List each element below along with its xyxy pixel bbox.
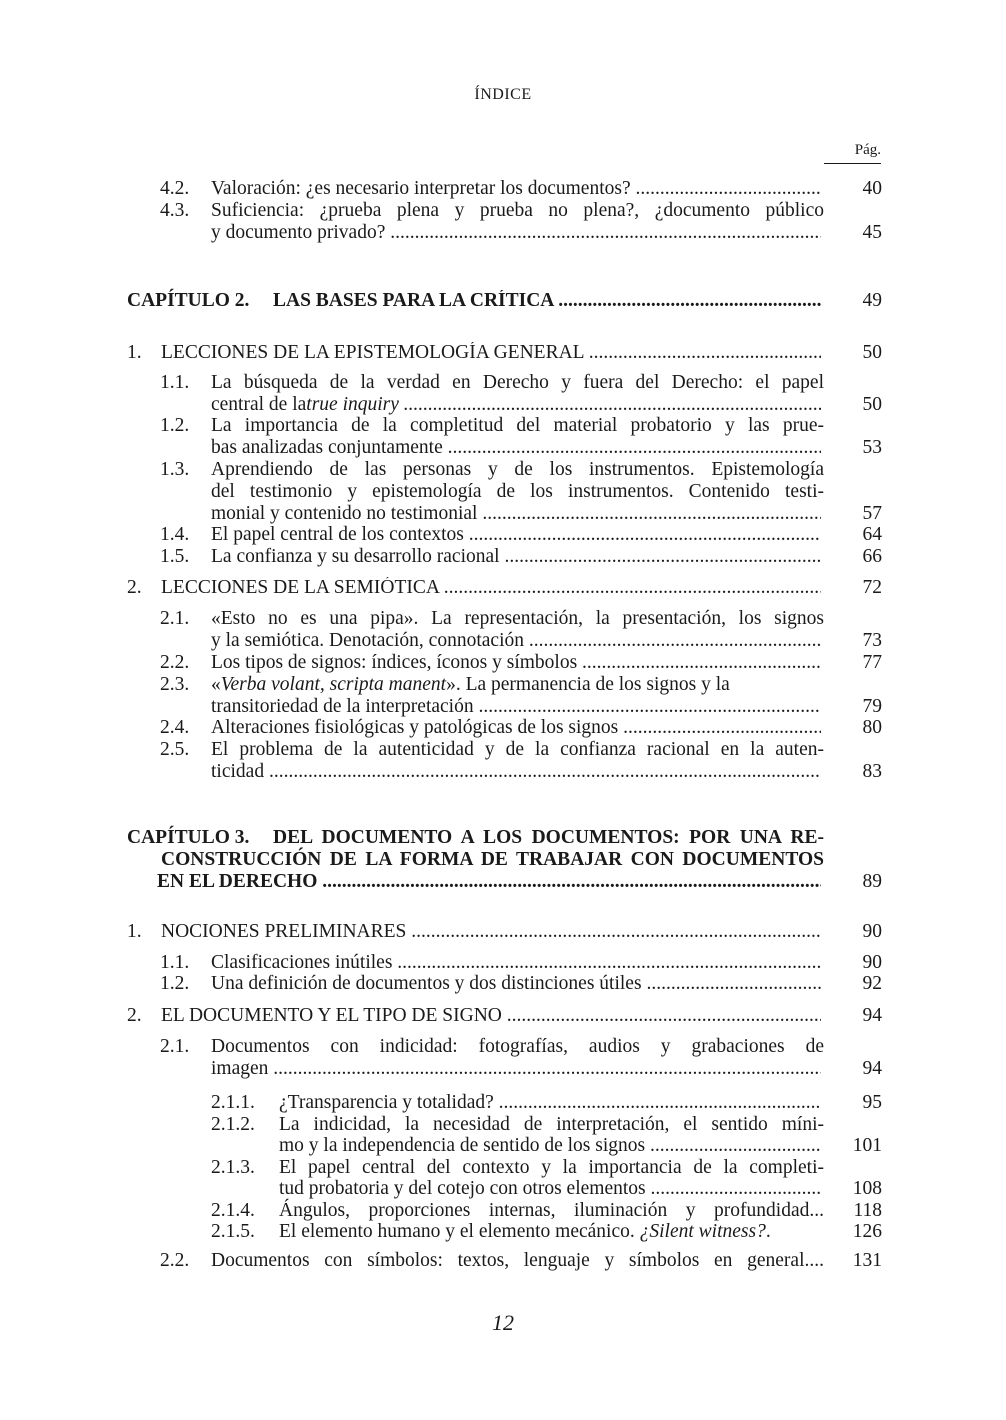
entry-title: La confianza y su desarrollo racional ..... [211, 546, 821, 568]
entry-number: 2. [127, 1005, 142, 1026]
entry-number: 2.1.4. [211, 1200, 255, 1221]
entry-page: 50 [862, 342, 882, 363]
entry-number: 2.3. [160, 674, 190, 695]
entry-title-italic: Verba volant, scripta manent [220, 674, 447, 695]
entry-page: 49 [862, 290, 882, 311]
entry-number: 4.2. [160, 178, 190, 199]
entry-title: LECCIONES DE LA SEMIÓTICA ..... [161, 577, 821, 599]
entry-title: EL DOCUMENTO Y EL TIPO DE SIGNO ..... [161, 1005, 821, 1027]
entry-page: 66 [862, 546, 882, 567]
entry-title-line: La importancia de la completitud del material probatorio y las prue- [211, 415, 824, 436]
entry-title-line [211, 674, 730, 696]
quote-open: « [211, 674, 221, 695]
entry-number: 2.1.2. [211, 1114, 255, 1135]
entry-title-line: mo y la independencia de sentido de los signos ..... [279, 1135, 821, 1157]
entry-title: Alteraciones fisiológicas y patológicas de los signos ..... [211, 717, 821, 739]
entry-page: 83 [862, 761, 882, 782]
entry-number: 2.4. [160, 717, 190, 738]
entry-title: Valoración: ¿es necesario interpretar los documentos? ..... [211, 178, 821, 200]
entry-title-end: . [765, 1221, 771, 1242]
entry-title-line: imagen ..... [211, 1058, 821, 1080]
entry-number: 2.1.5. [211, 1221, 255, 1242]
chapter-title-line: EN EL DERECHO ..... [157, 871, 821, 893]
entry-number: 1.1. [160, 372, 190, 393]
entry-page: 94 [862, 1058, 882, 1079]
entry-page: 90 [862, 921, 882, 942]
entry-title-line: transitoriedad de la interpretación ..... [211, 696, 821, 718]
entry-page: 57 [862, 503, 882, 524]
entry-page: 90 [862, 952, 882, 973]
entry-number: 2.2. [160, 652, 190, 673]
entry-title-line: del testimonio y epistemología de los instrumentos. Contenido testi- [211, 481, 824, 502]
entry-page: 77 [862, 652, 882, 673]
entry-title-italic: ¿Silent witness? [639, 1221, 766, 1242]
entry-title-line: Aprendiendo de las personas y de los instrumentos. Epistemología [211, 459, 824, 480]
entry-page: 72 [862, 577, 882, 598]
entry-title-line: El problema de la autenticidad y de la confianza racional en la auten- [211, 739, 824, 760]
chapter-title: LAS BASES PARA LA CRÍTICA ..... [273, 290, 821, 312]
entry-title-italic: true inquiry ..... [306, 394, 821, 416]
entry-title-line: bas analizadas conjuntamente ..... [211, 437, 821, 459]
entry-number: 1.5. [160, 546, 190, 567]
entry-title: NOCIONES PRELIMINARES ..... [161, 921, 821, 943]
entry-title [279, 1221, 771, 1243]
entry-number: 1. [127, 342, 142, 363]
chapter-title-line: CONSTRUCCIÓN DE LA FORMA DE TRABAJAR CON DOCUMENTOS [161, 849, 824, 870]
entry-number: 2. [127, 577, 142, 598]
entry-number: 1.1. [160, 952, 190, 973]
entry-title: LECCIONES DE LA EPISTEMOLOGÍA GENERAL ..... [161, 342, 821, 364]
entry-title-line: Documentos con indicidad: fotografías, audios y grabaciones de [211, 1036, 824, 1057]
entry-title: Ángulos, proporciones internas, iluminación y profundidad... [279, 1200, 824, 1221]
entry-page: 50 [862, 394, 882, 415]
entry-title-line: «Esto no es una pipa». La representación, la presentación, los signos [211, 608, 824, 629]
entry-page: 118 [853, 1200, 882, 1221]
entry-number: 2.2. [160, 1250, 190, 1271]
page-column-label: Pág. [824, 142, 881, 164]
entry-number: 1.2. [160, 973, 190, 994]
entry-number: 2.5. [160, 739, 190, 760]
entry-number: 2.1.1. [211, 1092, 255, 1113]
entry-page: 95 [862, 1092, 882, 1113]
entry-page: 101 [852, 1135, 882, 1156]
entry-title-line: La indicidad, la necesidad de interpretación, el sentido míni- [279, 1114, 824, 1135]
entry-title-line: monial y contenido no testimonial ..... [211, 503, 821, 525]
entry-number: 4.3. [160, 200, 190, 221]
entry-page: 94 [862, 1005, 882, 1026]
entry-page: 45 [862, 222, 882, 243]
entry-page: 80 [862, 717, 882, 738]
chapter-title-line: DEL DOCUMENTO A LOS DOCUMENTOS: POR UNA RE- [273, 827, 824, 848]
entry-title: Documentos con símbolos: textos, lenguaje y símbolos en general.... [211, 1250, 824, 1271]
entry-page: 89 [862, 871, 882, 892]
entry-number: 1.3. [160, 459, 190, 480]
entry-page: 53 [862, 437, 882, 458]
entry-title: El papel central de los contextos ..... [211, 524, 821, 546]
entry-number: 1.4. [160, 524, 190, 545]
entry-page: 108 [852, 1178, 882, 1199]
entry-page: 131 [852, 1250, 882, 1271]
entry-page: 92 [862, 973, 882, 994]
chapter-number: CAPÍTULO 2. [127, 290, 250, 311]
entry-page: 40 [862, 178, 882, 199]
entry-title-line: central de la [211, 394, 307, 415]
entry-title: Los tipos de signos: índices, íconos y símbolos ..... [211, 652, 821, 674]
entry-page: 73 [862, 630, 882, 651]
entry-title-line: tud probatoria y del cotejo con otros elementos ..... [279, 1178, 821, 1200]
entry-title-text: El elemento humano y el elemento mecánico. [279, 1221, 640, 1242]
entry-page: 79 [862, 696, 882, 717]
entry-title-line: y documento privado? ..... [211, 222, 821, 244]
entry-title-line: La búsqueda de la verdad en Derecho y fuera del Derecho: el papel [211, 372, 824, 393]
entry-title-rest: ». La permanencia de los signos y la [446, 674, 730, 695]
entry-number: 1.2. [160, 415, 190, 436]
entry-number: 2.1. [160, 1036, 190, 1057]
entry-title: Una definición de documentos y dos distinciones útiles ..... [211, 973, 821, 995]
entry-title-line: Suficiencia: ¿prueba plena y prueba no plena?, ¿documento público [211, 200, 824, 221]
running-head: ÍNDICE [474, 86, 532, 103]
entry-title-line: ticidad ..... [211, 761, 821, 783]
entry-page: 64 [862, 524, 882, 545]
entry-title-line: y la semiótica. Denotación, connotación ..... [211, 630, 821, 652]
entry-page: 126 [852, 1221, 882, 1242]
chapter-number: CAPÍTULO 3. [127, 827, 250, 848]
entry-title: Clasificaciones inútiles ..... [211, 952, 821, 974]
entry-title-line: El papel central del contexto y la importancia de la completi- [279, 1157, 824, 1178]
entry-number: 2.1. [160, 608, 190, 629]
entry-number: 1. [127, 921, 142, 942]
entry-title: ¿Transparencia y totalidad? ..... [279, 1092, 821, 1114]
entry-number: 2.1.3. [211, 1157, 255, 1178]
page-number: 12 [492, 1310, 514, 1335]
